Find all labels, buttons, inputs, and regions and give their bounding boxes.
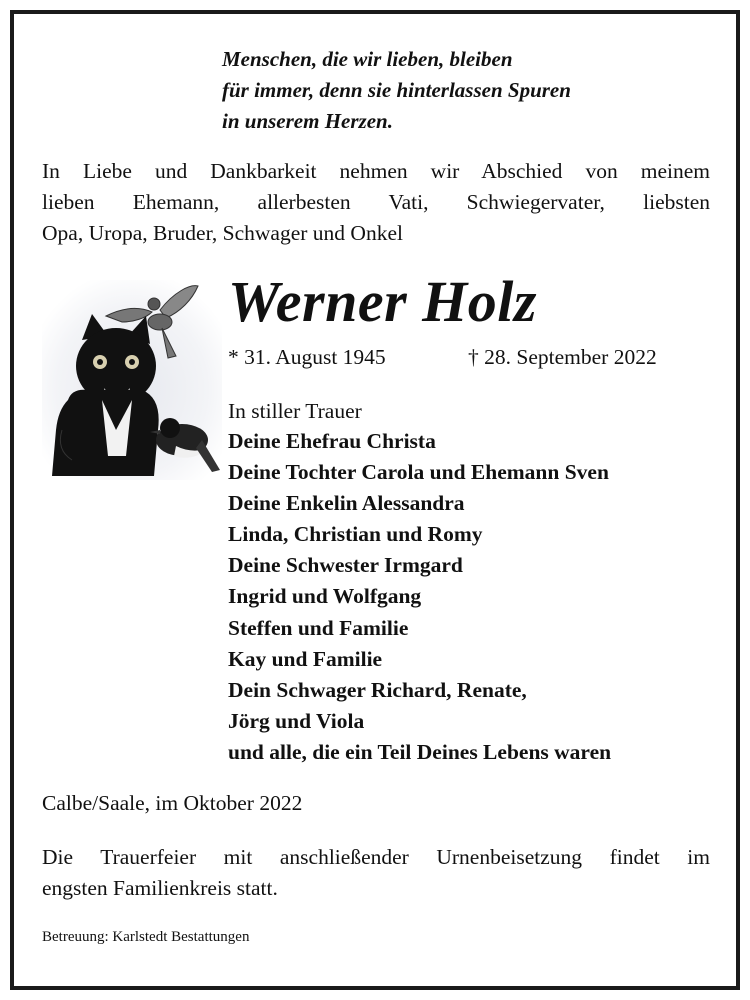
mourner-line: Deine Schwester Irmgard [228,553,463,578]
mourner-line: Kay und Familie [228,646,383,671]
funeral-line: Die Trauerfeier mit anschließender Urnenbeisetzung findet im [42,845,710,869]
deceased-name: Werner Holz [228,269,537,334]
quote-line: für immer, denn sie hinterlassen Spuren [222,78,571,102]
birth-date: * 31. August 1945 [228,345,386,369]
intro-line: In Liebe und Dankbarkeit nehmen wir Abschied von meinem [42,159,710,183]
mourner-line: Deine Ehefrau Christa [228,429,436,453]
place-and-date: Calbe/Saale, im Oktober 2022 [42,791,303,815]
funeral-line: engsten Familienkreis statt. [42,876,278,900]
mourner-line: und alle, die ein Teil Deines Lebens waren [228,739,612,764]
mourner-line: Linda, Christian und Romy [228,522,483,547]
mourning-intro: In stiller Trauer [228,399,362,423]
quote-line: in unserem Herzen. [222,109,393,133]
mourner-line: Deine Tochter Carola und Ehemann Sven [228,460,609,485]
mourner-line: Deine Enkelin Alessandra [228,491,465,516]
mourner-line: Steffen und Familie [228,615,409,640]
mourner-line: Jörg und Viola [228,708,365,733]
funeral-info [42,842,710,904]
intro-line: lieben Ehemann, allerbesten Vati, Schwiegervater, liebsten [42,190,710,214]
cat-and-birds-drawing-icon [42,280,222,480]
quote-line: Menschen, die wir lieben, bleiben [222,47,513,71]
mourners-list [228,426,611,768]
mourner-line: Ingrid und Wolfgang [228,584,422,609]
memorial-quote [222,44,571,137]
funeral-home-credit: Betreuung: Karlstedt Bestattungen [42,929,250,945]
farewell-intro [42,156,710,249]
intro-line: Opa, Uropa, Bruder, Schwager und Onkel [42,221,403,245]
mourner-line: Dein Schwager Richard, Renate, [228,677,527,702]
death-date: † 28. September 2022 [468,345,657,369]
